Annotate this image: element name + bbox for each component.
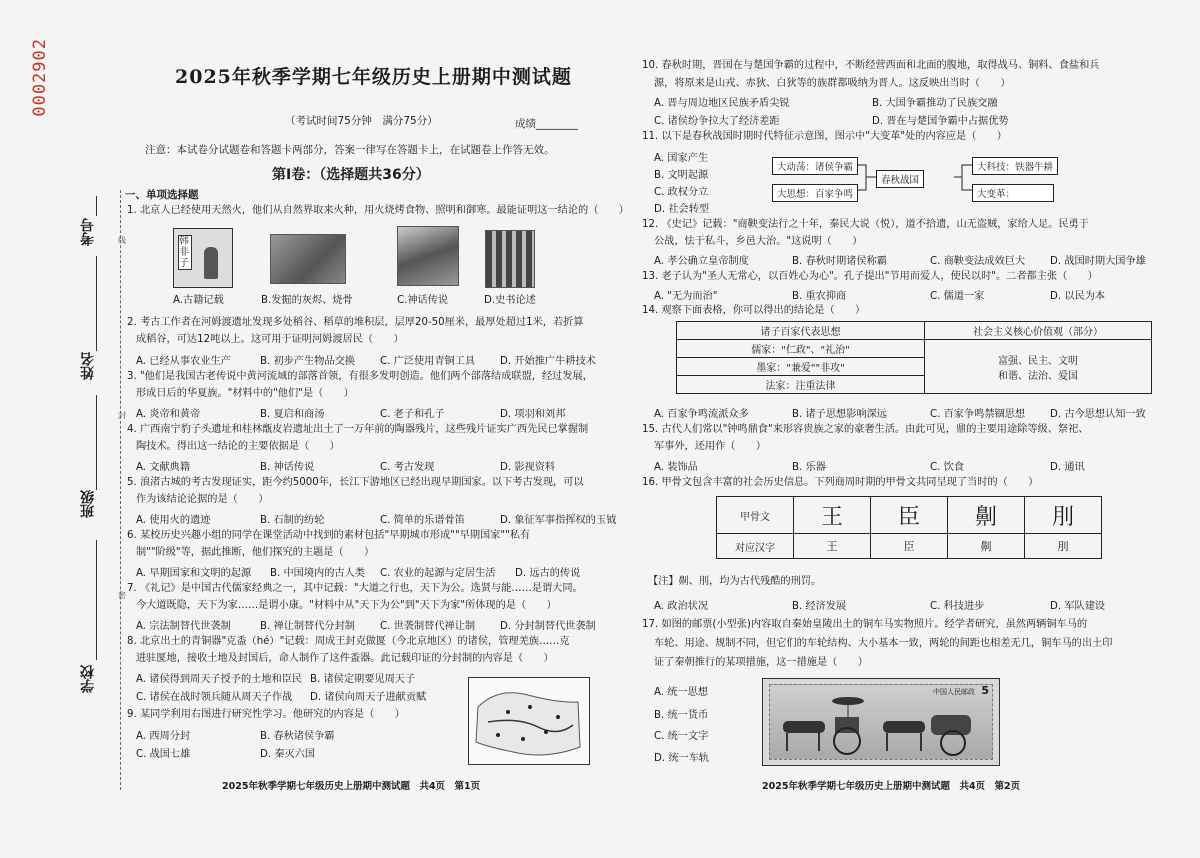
q15-option-d[interactable]: D. 通讯 xyxy=(1050,462,1085,473)
q7-option-a[interactable]: A. 宗法制替代世袭制 xyxy=(136,621,231,632)
q16-option-a[interactable]: A. 政治状况 xyxy=(654,601,709,612)
q3-option-d[interactable]: D. 项羽和刘邦 xyxy=(500,409,566,420)
question-3-line-1: 3. "他们是我国古老传说中黄河流域的部落首领，有很多发明创造。他们两个部落结成联盟，经过发展， xyxy=(127,371,593,382)
q17-option-d[interactable]: D. 统一车轨 xyxy=(654,753,710,764)
diagram-box-turmoil: 大动荡：诸侯争霸 xyxy=(772,157,858,175)
question-11: 11. 以下是春秋战国时期时代特征示意图，图示中"大变革"处的内容应是（ ） xyxy=(642,131,1007,142)
q17-option-c[interactable]: C. 统一文字 xyxy=(654,731,709,742)
question-6-line-1: 6. 某校历史兴趣小组的同学在课堂活动中找到的素材包括"早期城市形成""早期国家""私有 xyxy=(127,530,531,541)
question-2-line-1: 2. 考古工作者在河姆渡遗址发现多处稻谷、稻草的堆积层，层厚20-50厘米，最厚处超过1米，若折算 xyxy=(127,317,584,328)
seal-feng: 封 xyxy=(118,411,126,420)
q14-option-a[interactable]: A. 百家争鸣流派众多 xyxy=(654,409,749,420)
q14-cell-mohist: 墨家："兼爱""非攻" xyxy=(677,358,925,376)
q15-option-a[interactable]: A. 装饰品 xyxy=(654,462,698,473)
q17-option-a[interactable]: A. 统一思想 xyxy=(654,687,709,698)
q10-option-d[interactable]: D. 晋在与楚国争霸中占据优势 xyxy=(872,116,1009,127)
hanzi-3: 劓 xyxy=(948,534,1025,559)
seal-mi: 密 xyxy=(118,591,126,600)
q14-option-d[interactable]: D. 古今思想认知一致 xyxy=(1050,409,1146,420)
bronze-chariot-icon xyxy=(773,693,989,759)
question-12-line-1: 12. 《史记》记载："商鞅变法行之十年，秦民大说（悦），道不拾遗，山无盗贼，家给人足。民勇于 xyxy=(642,219,1089,230)
question-17-line-2: 车轮、用途、规制不同，但它们的车轮结构、大小基本一致，两轮的间距也相差无几，铜车马的出土印 xyxy=(654,638,1113,649)
q4-option-a[interactable]: A. 文献典籍 xyxy=(136,462,191,473)
figure-shape xyxy=(204,247,218,279)
q13-option-c[interactable]: C. 儒道一家 xyxy=(930,291,985,302)
q4-option-d[interactable]: D. 影视资料 xyxy=(500,462,556,473)
q5-option-b[interactable]: B. 石制的纺轮 xyxy=(260,515,325,526)
q14-header-right: 社会主义核心价值观（部分） xyxy=(925,322,1152,340)
q7-option-d[interactable]: D. 分封制替代世袭制 xyxy=(500,621,596,632)
line xyxy=(96,395,97,490)
question-12-line-2: 公战，怯于私斗，乡邑大治。"这说明（ ） xyxy=(654,236,863,247)
line xyxy=(96,540,97,660)
question-5-line-2: 作为该结论论据的是（ ） xyxy=(136,494,269,505)
school-label: 学校 xyxy=(80,665,96,693)
question-15-line-1: 15. 古代人们常以"钟鸣鼎食"来形容贵族之家的豪奢生活。由此可见，鼎的主要用途除等级、祭祀、 xyxy=(642,424,1089,435)
exam-page-2 xyxy=(612,0,1200,858)
q1-option-a[interactable]: A.古籍记载 xyxy=(173,295,224,306)
q9-option-a[interactable]: A. 西周分封 xyxy=(136,731,191,742)
q8-option-c[interactable]: C. 诸侯在战时领兵随从周天子作战 xyxy=(136,692,293,703)
q14-values-line-2: 和谐、法治、爱国 xyxy=(998,370,1078,382)
q4-option-c[interactable]: C. 考古发现 xyxy=(380,462,435,473)
seal-line xyxy=(120,190,121,790)
question-8-line-1: 8. 北京出土的青铜器"克盉（hé）"记载：周成王封克做匽（今北京地区）的诸侯，管理羌族……克 xyxy=(127,636,570,647)
q6-option-d[interactable]: D. 远古的传说 xyxy=(515,568,581,579)
q11-option-c[interactable]: C. 政权分立 xyxy=(654,187,709,198)
notice: 注意：本试卷分试题卷和答题卡两部分，答案一律写在答题卡上，在试题卷上作答无效。 xyxy=(145,144,555,156)
q12-option-d[interactable]: D. 战国时期大国争雄 xyxy=(1050,256,1146,267)
q1-option-d[interactable]: D.史书论述 xyxy=(484,295,536,306)
question-17-line-1: 17. 如图的邮票(小型张)内容取自秦始皇陵出土的铜车马实物照片。经学者研究，虽然两辆铜车马的 xyxy=(642,619,1088,630)
q11-option-d[interactable]: D. 社会转型 xyxy=(654,204,710,215)
oracle-glyph-4: 刖 xyxy=(1025,497,1102,534)
q2-option-a[interactable]: A. 已经从事农业生产 xyxy=(136,356,231,367)
q14-table xyxy=(676,321,1152,394)
q16-option-d[interactable]: D. 军队建设 xyxy=(1050,601,1106,612)
q12-option-a[interactable]: A. 孝公确立皇帝制度 xyxy=(654,256,749,267)
q5-option-a[interactable]: A. 使用火的遗迹 xyxy=(136,515,211,526)
section-heading: 第Ⅰ卷：（选择题共36分） xyxy=(272,167,430,183)
q17-option-b[interactable]: B. 统一货币 xyxy=(654,710,709,721)
name-label: 姓名 xyxy=(80,352,96,380)
q14-cell-confucian: 儒家："仁政"、"礼治" xyxy=(677,340,925,358)
diagram-box-center: 春秋战国 xyxy=(876,170,924,188)
part-heading: 一、单项选择题 xyxy=(125,189,199,201)
oracle-glyph-3: 劓 xyxy=(948,497,1025,534)
q14-option-b[interactable]: B. 诸子思想影响深远 xyxy=(792,409,887,420)
q7-option-b[interactable]: B. 禅让制替代分封制 xyxy=(260,621,355,632)
question-7-line-2: 今大道既隐，天下为家……是谓小康。"材料中从"天下为公"到"天下为家"所体现的是（ ） xyxy=(136,600,557,611)
q5-option-d[interactable]: D. 象征军事指挥权的玉钺 xyxy=(500,515,617,526)
q10-option-c[interactable]: C. 诸侯纷争拉大了经济差距 xyxy=(654,116,780,127)
q7-option-c[interactable]: C. 世袭制替代禅让制 xyxy=(380,621,476,632)
serial-number: 0002902 xyxy=(30,38,50,117)
q14-values-line-1: 富强、民主、文明 xyxy=(998,355,1078,367)
question-2-line-2: 成稻谷，可达12吨以上。这可用于证明河姆渡居民（ ） xyxy=(136,334,404,345)
q11-option-a[interactable]: A. 国家产生 xyxy=(654,153,709,164)
seal-xian: 线 xyxy=(118,236,126,245)
q14-option-c[interactable]: C. 百家争鸣禁锢思想 xyxy=(930,409,1026,420)
q9-option-b[interactable]: B. 春秋诸侯争霸 xyxy=(260,731,335,742)
binding-margin xyxy=(0,0,126,858)
stamp-label: 中国人民邮政 xyxy=(933,688,975,696)
q3-option-c[interactable]: C. 老子和孔子 xyxy=(380,409,445,420)
myth-image xyxy=(397,226,459,286)
line xyxy=(96,256,97,351)
question-9: 9. 某同学利用右图进行研究性学习。他研究的内容是（ ） xyxy=(127,709,405,720)
question-7-line-1: 7. 《礼记》是中国古代儒家经典之一，其中记载："大道之行也，天下为公。选贤与能……是谓大同。 xyxy=(127,583,583,594)
q6-option-a[interactable]: A. 早期国家和文明的起源 xyxy=(136,568,252,579)
hanzi-4: 刖 xyxy=(1025,534,1102,559)
question-6-line-2: 制""阶级"等，据此推断，他们探究的主题是（ ） xyxy=(136,547,375,558)
q1-option-c[interactable]: C.神话传说 xyxy=(397,295,449,306)
q2-option-c[interactable]: C. 广泛使用青铜工具 xyxy=(380,356,476,367)
question-3-line-2: 形成日后的华夏族。"材料中的"他们"是（ ） xyxy=(136,388,354,399)
q8-option-a[interactable]: A. 诸侯得到周天子授予的土地和臣民 xyxy=(136,674,303,685)
q14-cell-legalist: 法家：注重法律 xyxy=(677,376,925,394)
q12-option-b[interactable]: B. 春秋时期诸侯称霸 xyxy=(792,256,887,267)
q3-option-a[interactable]: A. 炎帝和黄帝 xyxy=(136,409,201,420)
q13-option-b[interactable]: B. 重农抑商 xyxy=(792,291,847,302)
q11-option-b[interactable]: B. 文明起源 xyxy=(654,170,709,181)
kaohao-label: 考号 xyxy=(80,218,96,246)
question-14: 14. 观察下面表格，你可以得出的结论是（ ） xyxy=(642,305,866,316)
q6-option-c[interactable]: C. 农业的起源与定居生活 xyxy=(380,568,496,579)
class-label: 班级 xyxy=(80,490,96,518)
q9-option-d[interactable]: D. 秦灭六国 xyxy=(260,749,316,760)
q13-option-a[interactable]: A. "无为而治" xyxy=(654,291,718,302)
oracle-row-label: 甲骨文 xyxy=(717,497,794,534)
exam-title: 2025年秋季学期七年级历史上册期中测试题 xyxy=(175,66,572,88)
oracle-glyph-2: 臣 xyxy=(871,497,948,534)
q1-option-b[interactable]: B.发掘的灰烬、烧骨 xyxy=(261,295,353,306)
q14-cell-values xyxy=(925,340,1152,394)
exam-info: （考试时间75分钟 满分75分） xyxy=(285,115,438,127)
question-1: 1. 北京人已经使用天然火，他们从自然界取来火种，用火烧烤食物、照明和御寒。最能证明这一结论的（ ） xyxy=(127,205,629,216)
ash-bones-photo xyxy=(270,234,346,284)
q4-option-b[interactable]: B. 神话传说 xyxy=(260,462,315,473)
diagram-box-reform: 大变革： xyxy=(972,184,1054,202)
q2-option-d[interactable]: D. 开始推广牛耕技术 xyxy=(500,356,596,367)
q14-header-left: 诸子百家代表思想 xyxy=(677,322,925,340)
q15-option-b[interactable]: B. 乐器 xyxy=(792,462,826,473)
question-15-line-2: 军事外，还用作（ ） xyxy=(654,441,767,452)
diagram-box-thought: 大思想：百家争鸣 xyxy=(772,184,858,202)
hanzi-2: 臣 xyxy=(871,534,948,559)
q8-option-d[interactable]: D. 诸侯向周天子进献贡赋 xyxy=(310,692,427,703)
map-image xyxy=(468,677,590,765)
question-8-line-2: 进驻匽地，接收土地及封国后，命人制作了这件盉器。此记载印证的分封制的内容是（ ） xyxy=(136,653,554,664)
stamp-value: 5 xyxy=(981,684,989,697)
q10-option-b[interactable]: B. 大国争霸推动了民族交融 xyxy=(872,98,998,109)
book-image-title: 韩非子 xyxy=(178,235,192,270)
q8-option-b[interactable]: B. 诸侯定期要见周天子 xyxy=(310,674,416,685)
question-10-line-1: 10. 春秋时期，晋国在与楚国争霸的过程中，不断经营西面和北面的腹地，取得战马、铜料、食盐和兵 xyxy=(642,60,1100,71)
q9-option-c[interactable]: C. 战国七雄 xyxy=(136,749,191,760)
question-17-line-3: 证了秦朝推行的某项措施，这一措施是（ ） xyxy=(654,657,868,668)
q3-option-b[interactable]: B. 夏启和商汤 xyxy=(260,409,325,420)
stamp-image xyxy=(762,678,1000,766)
question-5-line-1: 5. 浪渚古城的考古发现证实，距今约5000年，长江下游地区已经出现早期国家。以下考古发现，可以 xyxy=(127,477,584,488)
q16-option-c[interactable]: C. 科技进步 xyxy=(930,601,985,612)
history-books-image xyxy=(485,230,535,288)
q12-option-c[interactable]: C. 商鞅变法成效巨大 xyxy=(930,256,1026,267)
diagram-box-technology: 大科技：铁器牛耕 xyxy=(972,157,1058,175)
q2-option-b[interactable]: B. 初步产生物品交换 xyxy=(260,356,355,367)
q16-option-b[interactable]: B. 经济发展 xyxy=(792,601,847,612)
q6-option-b[interactable]: B. 中国境内的古人类 xyxy=(270,568,365,579)
page-footer: 2025年秋季学期七年级历史上册期中测试题 共4页 第2页 xyxy=(762,781,1021,792)
question-4-line-1: 4. 广西南宁豹子头遗址和桂林甑皮岩遗址出土了一万年前的陶器残片，这些残片证实广西先民已掌握制 xyxy=(127,424,589,435)
page-footer: 2025年秋季学期七年级历史上册期中测试题 共4页 第1页 xyxy=(222,781,481,792)
oracle-bone-table xyxy=(716,496,1102,559)
q13-option-d[interactable]: D. 以民为本 xyxy=(1050,291,1106,302)
diagram-connectors xyxy=(858,160,972,200)
question-4-line-2: 陶技术。得出这一结论的主要依据是（ ） xyxy=(136,441,340,452)
q15-option-c[interactable]: C. 饮食 xyxy=(930,462,964,473)
book-image xyxy=(173,228,233,288)
oracle-glyph-1: 王 xyxy=(794,497,871,534)
hanzi-1: 王 xyxy=(794,534,871,559)
q16-note: 【注】劓、刖，均为古代残酷的刑罚。 xyxy=(648,576,822,587)
question-13: 13. 老子认为"圣人无常心，以百姓心为心"。孔子提出"节用而爱人，使民以时"。二者都主张（ ） xyxy=(642,271,1098,282)
hanzi-row-label: 对应汉字 xyxy=(717,534,794,559)
score-field: 成绩________ xyxy=(515,118,578,130)
line xyxy=(96,196,97,216)
question-16: 16. 甲骨文包含丰富的社会历史信息。下列商周时期的甲骨文共同呈现了当时的（ ） xyxy=(642,477,1039,488)
q10-option-a[interactable]: A. 晋与周边地区民族矛盾尖锐 xyxy=(654,98,790,109)
q5-option-c[interactable]: C. 简单的乐谱骨笛 xyxy=(380,515,465,526)
question-10-line-2: 源，将原来是山戎、赤狄、白狄等的族群都吸纳为晋人。这反映出当时（ ） xyxy=(654,78,1011,89)
